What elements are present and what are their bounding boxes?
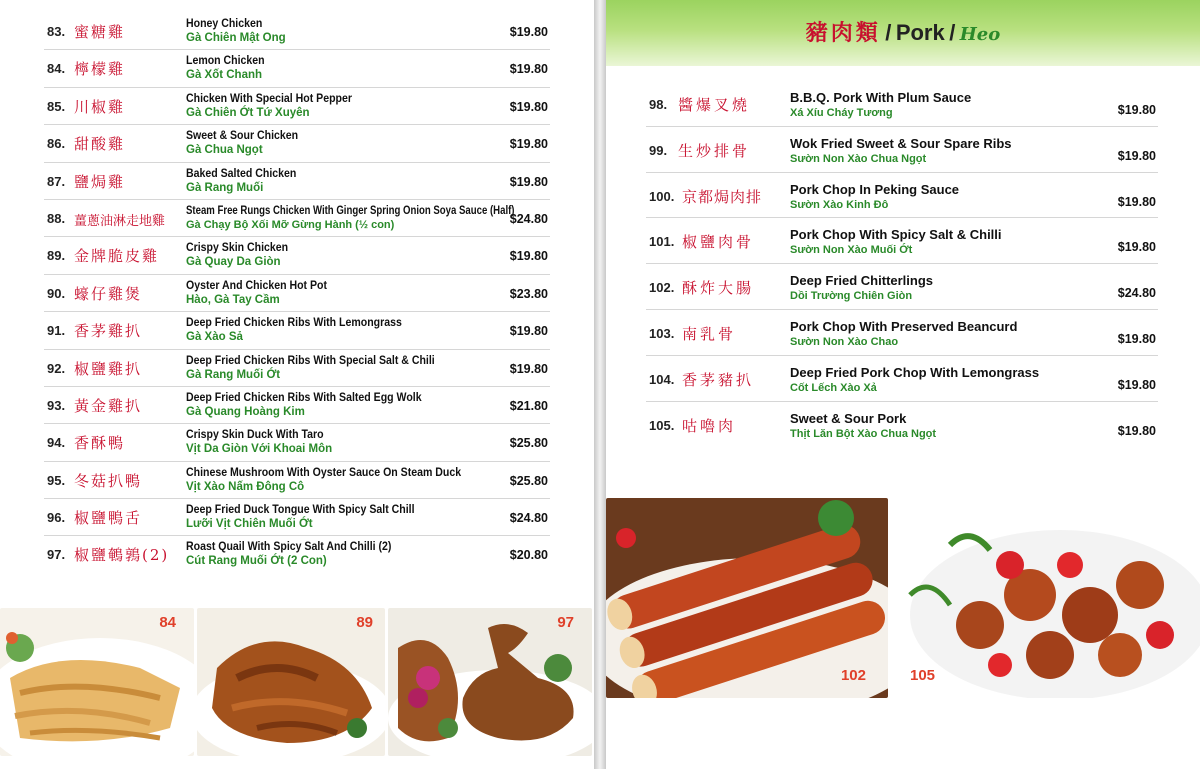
item-number: 99. bbox=[649, 142, 668, 158]
item-chinese-name: 酥炸大腸 bbox=[682, 279, 755, 298]
menu-item bbox=[646, 356, 1158, 402]
item-chinese-name: 蜜糖雞 bbox=[74, 23, 126, 41]
menu-item bbox=[44, 350, 550, 387]
item-english-name: Sweet & Sour Pork bbox=[790, 410, 907, 426]
item-number: 89. bbox=[47, 248, 66, 264]
item-number: 95. bbox=[47, 472, 66, 488]
item-chinese-name: 冬菇扒鴨 bbox=[74, 471, 143, 490]
title-separator: / bbox=[885, 20, 892, 45]
item-vietnamese-name: Thịt Lăn Bột Xào Chua Ngọt bbox=[790, 427, 937, 440]
item-number: 86. bbox=[47, 136, 66, 152]
item-english-name: Lemon Chicken bbox=[186, 53, 265, 68]
item-english-name: Pork Chop In Peking Sauce bbox=[790, 181, 960, 197]
item-number: 97. bbox=[47, 547, 66, 563]
item-chinese-name: 香茅豬扒 bbox=[682, 370, 755, 389]
item-price: $24.80 bbox=[509, 211, 548, 226]
menu-item bbox=[44, 424, 550, 461]
item-vietnamese-name: Gà Quay Da Giòn bbox=[186, 256, 281, 269]
menu-item bbox=[44, 50, 550, 87]
menu-item bbox=[646, 218, 1158, 264]
item-english-name: Crispy Skin Duck With Taro bbox=[186, 427, 324, 442]
menu-item bbox=[44, 237, 550, 274]
item-english-name: B.B.Q. Pork With Plum Sauce bbox=[790, 90, 972, 105]
item-vietnamese-name: Vịt Xào Nấm Đông Cô bbox=[186, 480, 305, 493]
menu-item bbox=[646, 264, 1158, 310]
left-menu-page bbox=[0, 0, 594, 769]
item-vietnamese-name: Gà Quang Hoàng Kim bbox=[186, 405, 305, 418]
photo-number: 105 bbox=[910, 667, 936, 684]
item-price: $19.80 bbox=[509, 174, 548, 189]
item-chinese-name: 鹽焗雞 bbox=[74, 172, 126, 191]
item-number: 84. bbox=[47, 61, 66, 77]
item-number: 104. bbox=[649, 371, 675, 387]
item-vietnamese-name: Sườn Xào Kinh Đô bbox=[790, 198, 889, 211]
item-chinese-name: 南乳骨 bbox=[682, 324, 737, 343]
item-price: $25.80 bbox=[509, 473, 548, 488]
menu-item bbox=[44, 88, 550, 125]
item-chinese-name: 椒鹽鴨舌 bbox=[74, 509, 143, 528]
menu-item bbox=[44, 163, 550, 200]
lemon-chicken-photo bbox=[0, 608, 194, 756]
item-chinese-name: 甜酸雞 bbox=[74, 135, 126, 154]
item-price: $19.80 bbox=[1117, 240, 1156, 255]
sweet-sour-pork-photo bbox=[890, 505, 1200, 698]
item-vietnamese-name: Lưỡi Vịt Chiên Muối Ớt bbox=[186, 518, 313, 531]
item-english-name: Pork Chop With Preserved Beancurd bbox=[790, 318, 1018, 334]
item-english-name: Crispy Skin Chicken bbox=[186, 240, 289, 255]
item-number: 83. bbox=[47, 24, 66, 39]
page-gutter bbox=[594, 0, 606, 769]
item-price: $19.80 bbox=[1117, 423, 1156, 438]
section-title-vietnamese: Heo bbox=[959, 24, 1001, 45]
item-price: $19.80 bbox=[509, 62, 548, 77]
item-price: $24.80 bbox=[509, 511, 548, 526]
photo-number: 102 bbox=[840, 667, 866, 684]
item-price: $25.80 bbox=[509, 436, 548, 451]
crispy-skin-chicken-photo bbox=[197, 608, 385, 756]
item-english-name: Deep Fried Pork Chop With Lemongrass bbox=[790, 364, 1040, 380]
item-price: $19.80 bbox=[1117, 194, 1156, 209]
item-chinese-name: 薑蔥油淋走地雞 bbox=[74, 213, 166, 229]
roast-quail-photo bbox=[388, 608, 592, 756]
item-chinese-name: 咕嚕肉 bbox=[682, 416, 737, 435]
item-english-name: Pork Chop With Spicy Salt & Chilli bbox=[790, 227, 1002, 243]
menu-item bbox=[646, 310, 1158, 356]
item-english-name: Wok Fried Sweet & Sour Spare Ribs bbox=[790, 135, 1012, 151]
item-number: 105. bbox=[649, 417, 675, 433]
menu-item bbox=[44, 200, 550, 237]
item-price: $21.80 bbox=[509, 398, 548, 413]
item-vietnamese-name: Gà Chua Ngọt bbox=[186, 144, 263, 157]
section-title-chinese: 豬肉類 bbox=[805, 20, 881, 46]
item-english-name: Baked Salted Chicken bbox=[186, 165, 297, 180]
item-number: 98. bbox=[649, 97, 668, 112]
chicken-duck-menu-list bbox=[44, 13, 550, 574]
pork-section-banner bbox=[606, 0, 1200, 66]
menu-item bbox=[44, 462, 550, 499]
item-chinese-name: 蠔仔雞煲 bbox=[74, 284, 143, 303]
menu-item bbox=[646, 81, 1158, 127]
item-price: $19.80 bbox=[1117, 103, 1156, 117]
item-chinese-name: 醬爆叉燒 bbox=[678, 96, 751, 114]
item-price: $19.80 bbox=[509, 137, 548, 152]
item-english-name: Steam Free Rungs Chicken With Ginger Spring Onion Soya Sauce (Half) bbox=[186, 202, 515, 217]
item-vietnamese-name: Cút Rang Muối Ớt (2 Con) bbox=[186, 555, 327, 568]
menu-item bbox=[44, 13, 550, 50]
item-chinese-name: 黃金雞扒 bbox=[74, 396, 143, 415]
item-vietnamese-name: Gà Xốt Chanh bbox=[186, 69, 263, 82]
item-price: $23.80 bbox=[509, 286, 548, 301]
item-english-name: Roast Quail With Spicy Salt And Chilli (2) bbox=[186, 539, 392, 554]
item-number: 88. bbox=[47, 210, 66, 226]
item-vietnamese-name: Gà Rang Muối bbox=[186, 181, 264, 194]
item-vietnamese-name: Dồi Trường Chiên Giòn bbox=[790, 290, 913, 303]
photo-number: 97 bbox=[557, 614, 574, 631]
item-number: 93. bbox=[47, 397, 66, 413]
item-chinese-name: 椒鹽雞扒 bbox=[74, 359, 143, 378]
pork-menu-list bbox=[646, 81, 1158, 447]
menu-item bbox=[44, 387, 550, 424]
item-vietnamese-name: Gà Chạy Bộ Xối Mỡ Gừng Hành (½ con) bbox=[186, 218, 395, 231]
item-price: $19.80 bbox=[509, 99, 548, 114]
menu-item bbox=[44, 312, 550, 349]
item-price: $19.80 bbox=[509, 361, 548, 376]
item-number: 94. bbox=[47, 435, 66, 451]
item-english-name: Oyster And Chicken Hot Pot bbox=[186, 277, 328, 292]
item-number: 85. bbox=[47, 98, 66, 114]
item-price: $20.80 bbox=[509, 548, 548, 563]
menu-item bbox=[44, 536, 550, 573]
menu-item bbox=[44, 499, 550, 536]
item-vietnamese-name: Gà Rang Muối Ớt bbox=[186, 368, 281, 381]
item-number: 100. bbox=[649, 188, 675, 204]
item-number: 101. bbox=[649, 234, 675, 250]
item-number: 103. bbox=[649, 325, 675, 341]
item-number: 90. bbox=[47, 285, 66, 301]
menu-item bbox=[44, 275, 550, 312]
right-menu-page bbox=[606, 0, 1200, 769]
item-english-name: Deep Fried Chicken Ribs With Special Salt & Chili bbox=[186, 352, 435, 367]
item-chinese-name: 川椒雞 bbox=[74, 97, 126, 116]
item-english-name: Deep Fried Chitterlings bbox=[790, 273, 934, 289]
item-price: $19.80 bbox=[509, 25, 548, 39]
photo-number: 89 bbox=[356, 614, 373, 631]
item-vietnamese-name: Xá Xíu Cháy Tương bbox=[790, 107, 893, 119]
item-vietnamese-name: Sườn Non Xào Chao bbox=[790, 335, 899, 348]
item-vietnamese-name: Sườn Non Xào Chua Ngọt bbox=[790, 152, 927, 165]
item-number: 87. bbox=[47, 173, 66, 189]
item-english-name: Honey Chicken bbox=[186, 16, 263, 30]
item-chinese-name: 金牌脆皮雞 bbox=[74, 247, 160, 266]
item-english-name: Deep Fried Chicken Ribs With Lemongrass bbox=[186, 315, 402, 330]
menu-item bbox=[646, 173, 1158, 219]
item-number: 92. bbox=[47, 360, 66, 376]
item-vietnamese-name: Gà Chiên Mật Ong bbox=[186, 32, 286, 44]
section-title bbox=[606, 16, 1200, 47]
item-chinese-name: 椒鹽肉骨 bbox=[682, 233, 755, 252]
item-english-name: Sweet & Sour Chicken bbox=[186, 128, 299, 143]
item-number: 91. bbox=[47, 323, 66, 339]
item-chinese-name: 香茅雞扒 bbox=[74, 322, 143, 341]
item-price: $19.80 bbox=[1117, 148, 1156, 163]
item-chinese-name: 香酥鴨 bbox=[74, 434, 126, 453]
menu-item bbox=[44, 125, 550, 162]
item-vietnamese-name: Hào, Gà Tay Cầm bbox=[186, 293, 280, 306]
title-separator: / bbox=[949, 20, 956, 45]
item-chinese-name: 檸檬雞 bbox=[74, 60, 126, 79]
item-english-name: Deep Fried Duck Tongue With Spicy Salt Chill bbox=[186, 502, 415, 517]
item-price: $19.80 bbox=[509, 249, 548, 264]
item-chinese-name: 椒鹽鵪鶉(2) bbox=[74, 546, 170, 565]
item-vietnamese-name: Vịt Da Giòn Với Khoai Môn bbox=[186, 443, 333, 456]
item-number: 102. bbox=[649, 280, 675, 296]
menu-item bbox=[646, 127, 1158, 173]
item-chinese-name: 京都焗肉排 bbox=[682, 187, 763, 206]
menu-item bbox=[646, 402, 1158, 448]
item-english-name: Chinese Mushroom With Oyster Sauce On Steam Duck bbox=[186, 464, 462, 479]
item-vietnamese-name: Cốt Lếch Xào Xả bbox=[790, 381, 877, 394]
item-price: $19.80 bbox=[1117, 331, 1156, 346]
item-chinese-name: 生炒排骨 bbox=[678, 141, 751, 160]
item-vietnamese-name: Gà Xào Sả bbox=[186, 331, 243, 344]
photo-number: 84 bbox=[159, 614, 176, 631]
item-price: $19.80 bbox=[1117, 377, 1156, 392]
item-english-name: Chicken With Special Hot Pepper bbox=[186, 90, 352, 105]
item-price: $19.80 bbox=[509, 324, 548, 339]
item-vietnamese-name: Sườn Non Xào Muối Ớt bbox=[790, 244, 913, 257]
item-english-name: Deep Fried Chicken Ribs With Salted Egg Wolk bbox=[186, 389, 422, 404]
deep-fried-chitterlings-photo bbox=[606, 498, 888, 698]
section-title-english: Pork bbox=[895, 20, 945, 45]
item-vietnamese-name: Gà Chiên Ớt Tứ Xuyên bbox=[186, 106, 310, 119]
item-number: 96. bbox=[47, 510, 66, 526]
item-price: $24.80 bbox=[1117, 286, 1156, 301]
